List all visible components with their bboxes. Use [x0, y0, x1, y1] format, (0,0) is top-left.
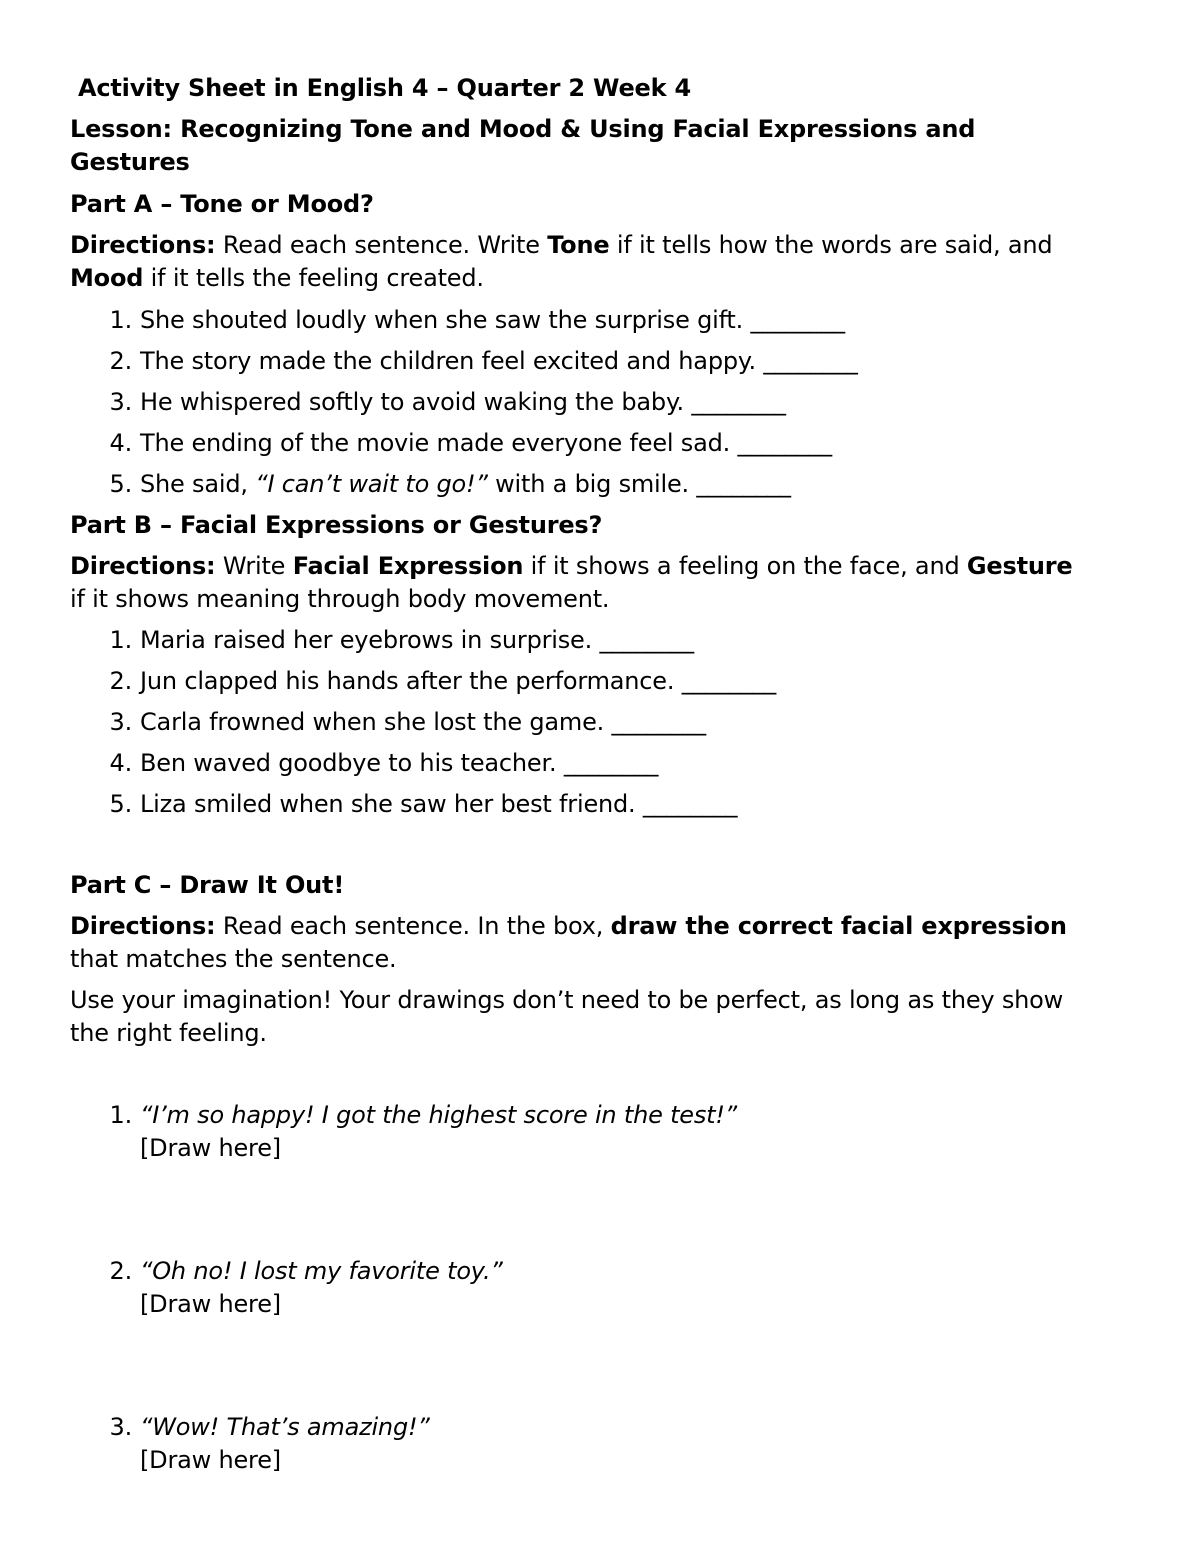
- part-a-directions-line-2: [70, 262, 484, 295]
- directions-text: Read each sentence. In the box,: [215, 912, 611, 940]
- part-b-heading: Part B – Facial Expressions or Gestures?: [70, 511, 603, 539]
- item-text: Ben waved goodbye to his teacher. ________: [140, 749, 659, 777]
- item-number: 2.: [109, 347, 132, 375]
- item-text: with a big smile. ________: [487, 470, 791, 498]
- item-number: 2.: [109, 667, 132, 695]
- part-c-item-2: [109, 1255, 503, 1288]
- part-a-item-3: [109, 386, 786, 419]
- part-a-item-1: [109, 304, 845, 337]
- part-b-directions-line-2: if it shows meaning through body movement.: [70, 585, 610, 613]
- directions-text: if it tells how the words are said, and: [609, 231, 1053, 259]
- item-number: 4.: [109, 749, 132, 777]
- page-title: Activity Sheet in English 4 – Quarter 2 Week 4: [78, 74, 692, 102]
- part-c-directions-line-1: [70, 910, 1067, 943]
- item-number: 4.: [109, 429, 132, 457]
- item-number: 3.: [109, 388, 132, 416]
- item-number: 5.: [109, 790, 132, 818]
- item-text: The ending of the movie made everyone feel sad. ________: [140, 429, 832, 457]
- part-a-item-5: [109, 468, 791, 501]
- directions-keyword-gesture: Gesture: [966, 552, 1073, 580]
- part-b-item-4: [109, 747, 659, 780]
- part-b-directions-line-1: [70, 550, 1072, 583]
- item-text: Liza smiled when she saw her best friend. ________: [140, 790, 738, 818]
- part-b-item-3: [109, 706, 706, 739]
- part-a-heading: Part A – Tone or Mood?: [70, 190, 374, 218]
- directions-label: Directions:: [70, 912, 216, 940]
- part-c-draw-area-1: [Draw here]: [140, 1134, 281, 1162]
- directions-keyword-draw: draw the correct facial expression: [610, 912, 1067, 940]
- item-number: 1.: [109, 1101, 132, 1129]
- item-text: Carla frowned when she lost the game. ________: [140, 708, 706, 736]
- part-b-item-1: [109, 624, 694, 657]
- item-number: 3.: [109, 708, 132, 736]
- directions-text: if it shows a feeling on the face, and: [523, 552, 967, 580]
- directions-keyword-mood: Mood: [70, 264, 144, 292]
- part-a-item-4: [109, 427, 832, 460]
- item-number: 3.: [109, 1413, 132, 1441]
- part-c-note-line-1: Use your imagination! Your drawings don’t need to be perfect, as long as they show: [70, 986, 1064, 1014]
- directions-keyword-tone: Tone: [547, 231, 610, 259]
- item-number: 5.: [109, 470, 132, 498]
- item-text: He whispered softly to avoid waking the baby. ________: [140, 388, 786, 416]
- part-b-item-5: [109, 788, 738, 821]
- directions-label: Directions:: [70, 552, 216, 580]
- item-quote: “Wow! That’s amazing!”: [140, 1413, 430, 1441]
- part-c-note-line-2: the right feeling.: [70, 1019, 267, 1047]
- item-number: 1.: [109, 306, 132, 334]
- part-c-draw-area-3: [Draw here]: [140, 1446, 281, 1474]
- part-c-directions-line-2: that matches the sentence.: [70, 945, 397, 973]
- lesson-line-2: Gestures: [70, 148, 190, 176]
- item-number: 1.: [109, 626, 132, 654]
- part-c-item-3: [109, 1411, 430, 1444]
- part-c-heading: Part C – Draw It Out!: [70, 871, 345, 899]
- item-text: Jun clapped his hands after the performance. ________: [140, 667, 777, 695]
- directions-text: Write: [215, 552, 293, 580]
- part-c-draw-area-2: [Draw here]: [140, 1290, 281, 1318]
- part-a-directions-line-1: [70, 229, 1052, 262]
- lesson-line-1: Lesson: Recognizing Tone and Mood & Using Facial Expressions and: [70, 115, 976, 143]
- directions-keyword-facial-expression: Facial Expression: [292, 552, 524, 580]
- part-b-item-2: [109, 665, 777, 698]
- item-quote: “I can’t wait to go!”: [255, 470, 488, 498]
- part-c-item-1: [109, 1099, 738, 1132]
- directions-label: Directions:: [70, 231, 216, 259]
- item-quote: “Oh no! I lost my favorite toy.”: [140, 1257, 503, 1285]
- item-text: She said,: [140, 470, 256, 498]
- directions-text: if it tells the feeling created.: [143, 264, 484, 292]
- item-quote: “I’m so happy! I got the highest score in the test!”: [140, 1101, 738, 1129]
- directions-text: Read each sentence. Write: [215, 231, 548, 259]
- item-number: 2.: [109, 1257, 132, 1285]
- item-text: Maria raised her eyebrows in surprise. ________: [140, 626, 694, 654]
- part-a-item-2: [109, 345, 858, 378]
- item-text: She shouted loudly when she saw the surprise gift. ________: [140, 306, 845, 334]
- item-text: The story made the children feel excited and happy. ________: [140, 347, 858, 375]
